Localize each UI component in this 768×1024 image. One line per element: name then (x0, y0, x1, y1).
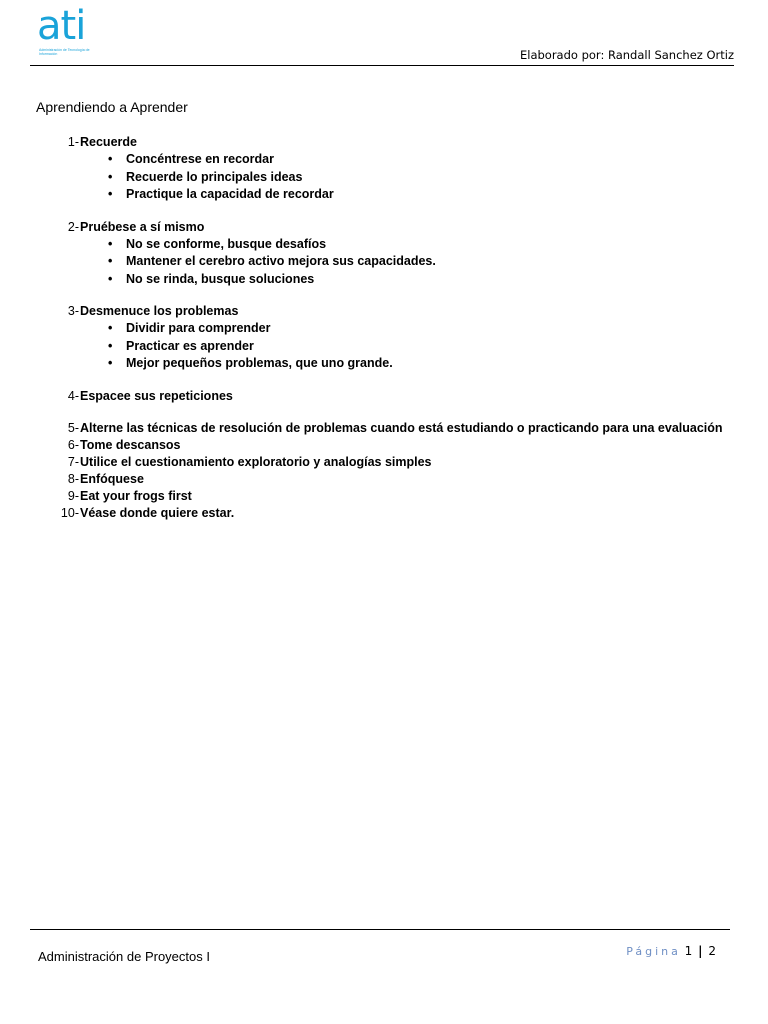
sub-item-text: Recuerde lo principales ideas (126, 169, 303, 184)
footer-course-name: Administración de Proyectos I (38, 949, 210, 964)
list-item-3 (36, 303, 734, 320)
page-separator: | (698, 944, 703, 958)
bullet-icon: • (108, 152, 113, 166)
item-label: Espacee sus repeticiones (80, 388, 233, 403)
item-number: 3- (67, 304, 79, 318)
sub-item-text: Mantener el cerebro activo mejora sus capacidades. (126, 254, 436, 268)
item-label: Enfóquese (80, 471, 144, 486)
page-total: 2 (708, 944, 716, 958)
sub-item-text: Practique la capacidad de recordar (126, 187, 334, 201)
sub-item (108, 169, 734, 187)
list-item-1 (36, 134, 734, 151)
logo-text: ati (37, 3, 86, 49)
bullet-icon: • (108, 187, 113, 201)
sub-item-text: No se rinda, busque soluciones (126, 271, 315, 286)
item-label: Recuerde (80, 135, 137, 149)
sub-item-text: Concéntrese en recordar (126, 152, 274, 166)
document-body (36, 98, 734, 522)
item-label: Pruébese a sí mismo (80, 219, 205, 234)
sub-item (108, 338, 734, 356)
page-header (30, 3, 734, 66)
list-item-10 (36, 505, 734, 522)
item-label: Alterne las técnicas de resolución de problemas cuando está estudiando o practicando para una evaluación (80, 420, 723, 435)
item-label: Véase donde quiere estar. (80, 505, 235, 520)
item-number: 9- (67, 488, 79, 503)
sub-item-text: No se conforme, busque desafíos (126, 236, 327, 251)
item-number: 4- (67, 388, 79, 403)
bullet-icon: • (108, 169, 113, 184)
item-label: Desmenuce los problemas (80, 304, 239, 318)
list-item-4 (36, 388, 734, 405)
list-item-2 (36, 219, 734, 236)
page-word: Página (626, 945, 681, 958)
item-label: Utilice el cuestionamiento exploratorio y analogías simples (80, 454, 432, 469)
sub-item (108, 236, 734, 254)
sub-item (108, 151, 734, 169)
sub-item (108, 186, 734, 204)
sub-item-text: Dividir para comprender (126, 321, 271, 335)
item-number: 5- (67, 420, 79, 435)
list-item-6 (36, 437, 734, 454)
list-item-5 (36, 420, 734, 437)
item-number: 6- (67, 437, 79, 452)
list-item-8 (36, 471, 734, 488)
bullet-icon: • (108, 321, 113, 335)
list-item-9 (36, 488, 734, 505)
item-label: Eat your frogs first (80, 488, 192, 503)
sub-item (108, 355, 734, 373)
sub-item-text: Mejor pequeños problemas, que uno grande. (126, 356, 393, 370)
document-title: Aprendiendo a Aprender (36, 99, 188, 115)
bullet-icon: • (108, 338, 113, 353)
sub-item (108, 253, 734, 271)
item-number: 8- (67, 471, 79, 486)
item-number: 1- (67, 135, 79, 149)
ati-logo (37, 3, 117, 62)
bullet-icon: • (108, 236, 113, 251)
page-footer (30, 929, 730, 964)
page-number (626, 944, 716, 958)
page-current: 1 (684, 944, 693, 958)
sub-item (108, 320, 734, 338)
sub-list-3 (36, 320, 734, 373)
item-number: 7- (67, 454, 79, 469)
logo-subtitle: Administración de Tecnología de Información (39, 48, 90, 56)
list-item-7 (36, 454, 734, 471)
sub-list-1 (36, 151, 734, 204)
sub-list-2 (36, 236, 734, 289)
item-label: Tome descansos (80, 437, 181, 452)
item-number: 2- (67, 219, 79, 234)
item-number: 10- (60, 505, 79, 520)
bullet-icon: • (108, 271, 113, 286)
sub-item-text: Practicar es aprender (126, 338, 254, 353)
author-line: Elaborado por: Randall Sanchez Ortiz (519, 48, 734, 62)
sub-item (108, 271, 734, 289)
bullet-icon: • (108, 254, 113, 268)
bullet-icon: • (108, 356, 113, 370)
